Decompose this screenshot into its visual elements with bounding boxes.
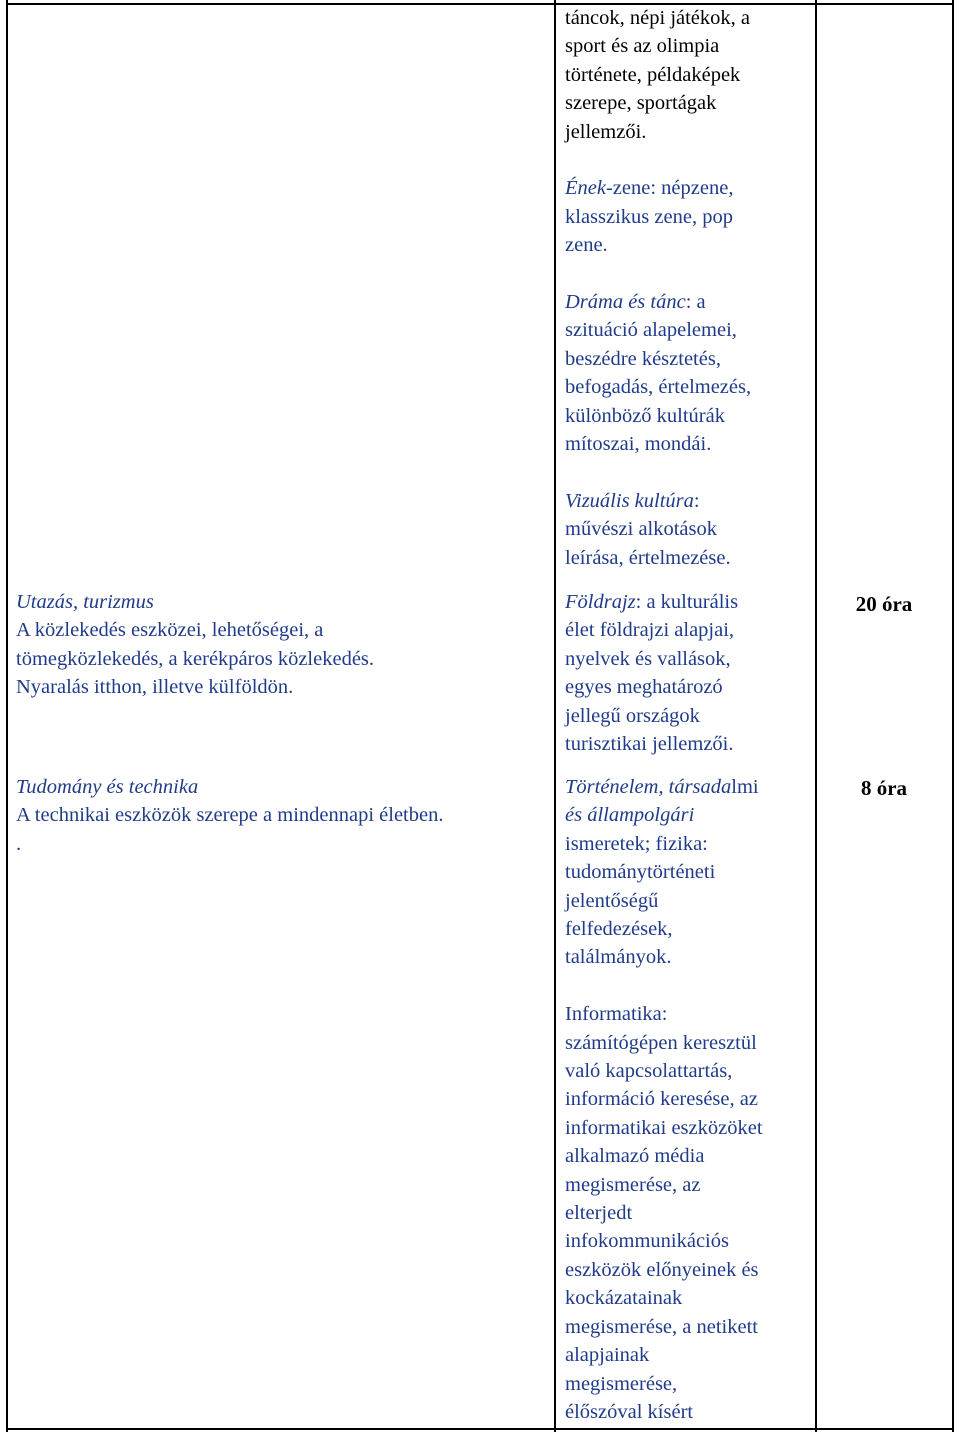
text-line: alkalmazó média — [565, 1145, 705, 1168]
text-line: egyes meghatározó — [565, 676, 723, 699]
text-line: klasszikus zene, pop — [565, 205, 733, 228]
text-line: megismerése, az — [565, 1173, 701, 1196]
text-line: élet földrajzi alapjai, — [565, 619, 735, 642]
text-line: A közlekedés eszközei, lehetőségei, a — [16, 619, 324, 642]
topic-cell-utazas — [16, 588, 552, 702]
vizualis-line: Vizuális kultúra: — [565, 489, 700, 512]
text-line: megismerése, — [565, 1372, 678, 1395]
topic-title-utazas: Utazás, turizmus — [16, 591, 154, 613]
subject-label-tortenelem: Történelem, társada — [565, 776, 732, 798]
text-line: ismeretek; fizika: — [565, 832, 708, 855]
text-line: Nyaralás itthon, illetve külföldön. — [16, 676, 294, 699]
table-column-divider-1 — [554, 0, 556, 1432]
subject-label-informatika: Informatika: — [565, 1003, 668, 1026]
text-line: jellemzői. — [565, 120, 647, 143]
text-line: felfedezések, — [565, 918, 673, 941]
text-line: leírása, értelmezése. — [565, 546, 731, 569]
text-line: tömegközlekedés, a kerékpáros közlekedés. — [16, 647, 375, 670]
hours-tudomany: 8 óra — [860, 776, 908, 800]
text-line: turisztikai jellemzői. — [565, 733, 734, 756]
hours-utazas: 20 óra — [855, 592, 913, 616]
subject-label-allampolgari: és állampolgári — [565, 804, 695, 827]
text-line: találmányok. — [565, 946, 672, 969]
subject-label-enek: Ének — [565, 177, 606, 200]
text-line: zene. — [565, 234, 608, 257]
table-bottom-border — [6, 1428, 953, 1430]
text-line: sport és az olimpia — [565, 35, 720, 58]
text-line: élőszóval kísért — [565, 1400, 694, 1423]
text-line: kockázatainak — [565, 1287, 683, 1310]
text-line: informatikai eszközöket — [565, 1116, 763, 1139]
text-line: A technikai eszközök szerepe a mindennapi életben. — [16, 804, 444, 827]
text-line: . — [16, 832, 22, 855]
text-line: története, példaképek — [565, 63, 741, 86]
text-line: táncok, népi játékok, a — [565, 7, 751, 29]
topic-cell-tudomany — [16, 773, 552, 858]
text-line: információ keresése, az — [565, 1088, 758, 1111]
text-line: szituáció alapelemei, — [565, 319, 737, 342]
subject-label-vizualis: Vizuális kultúra — [565, 489, 694, 512]
enek-zene-line: Ének-zene: népzene, — [565, 177, 734, 200]
text-line: befogadás, értelmezés, — [565, 376, 752, 399]
text-line: tudománytörténeti — [565, 861, 716, 884]
text-line: mítoszai, mondái. — [565, 433, 712, 456]
text-line: művészi alkotások — [565, 518, 718, 541]
text-line: infokommunikációs — [565, 1230, 729, 1253]
subject-label-foldrajz: Földrajz — [565, 591, 636, 613]
text-line: beszédre késztetés, — [565, 347, 721, 370]
topic-title-tudomany: Tudomány és technika — [16, 776, 199, 798]
text-line: való kapcsolattartás, — [565, 1060, 733, 1083]
text-line: jelentőségű — [565, 889, 659, 912]
subject-label-drama: Dráma és tánc — [565, 291, 686, 314]
connections-cell-tudomany: Történelem, társadalmi és állampolgári ismeretek; fizika: tudománytörténeti jelentőségű felfedezések, találmányok. Informatika: számítógépen keresztül való kapcsolattartás, információ keresése, az informatikai eszközöket alkalmazó média megismerése, az elterjedt infokommunikációs eszközök előnyeinek és kockázatainak megismerése, a netikett alapjainak megismerése, élőszóval kísért — [565, 773, 813, 1426]
text-line: eszközök előnyeinek és — [565, 1258, 759, 1281]
text-line: számítógépen keresztül — [565, 1031, 757, 1054]
table-column-divider-2 — [815, 0, 817, 1432]
table-right-border — [952, 0, 954, 1432]
text-line: megismerése, a netikett — [565, 1315, 758, 1338]
text-line: alapjainak — [565, 1344, 650, 1367]
text-line: szerepe, sportágak — [565, 92, 717, 115]
text-line: jellegű országok — [565, 704, 700, 727]
drama-line: Dráma és tánc: a — [565, 291, 706, 314]
table-left-border — [6, 0, 8, 1432]
connections-cell-previous-row — [565, 4, 813, 572]
connections-cell-utazas: Földrajz: a kulturális élet földrajzi alapjai, nyelvek és vallások, egyes meghatározó jellegű országok turisztikai jellemzői. — [565, 588, 813, 758]
text-line: elterjedt — [565, 1202, 633, 1225]
text-line: különböző kultúrák — [565, 404, 725, 427]
text-line: nyelvek és vallások, — [565, 647, 731, 670]
